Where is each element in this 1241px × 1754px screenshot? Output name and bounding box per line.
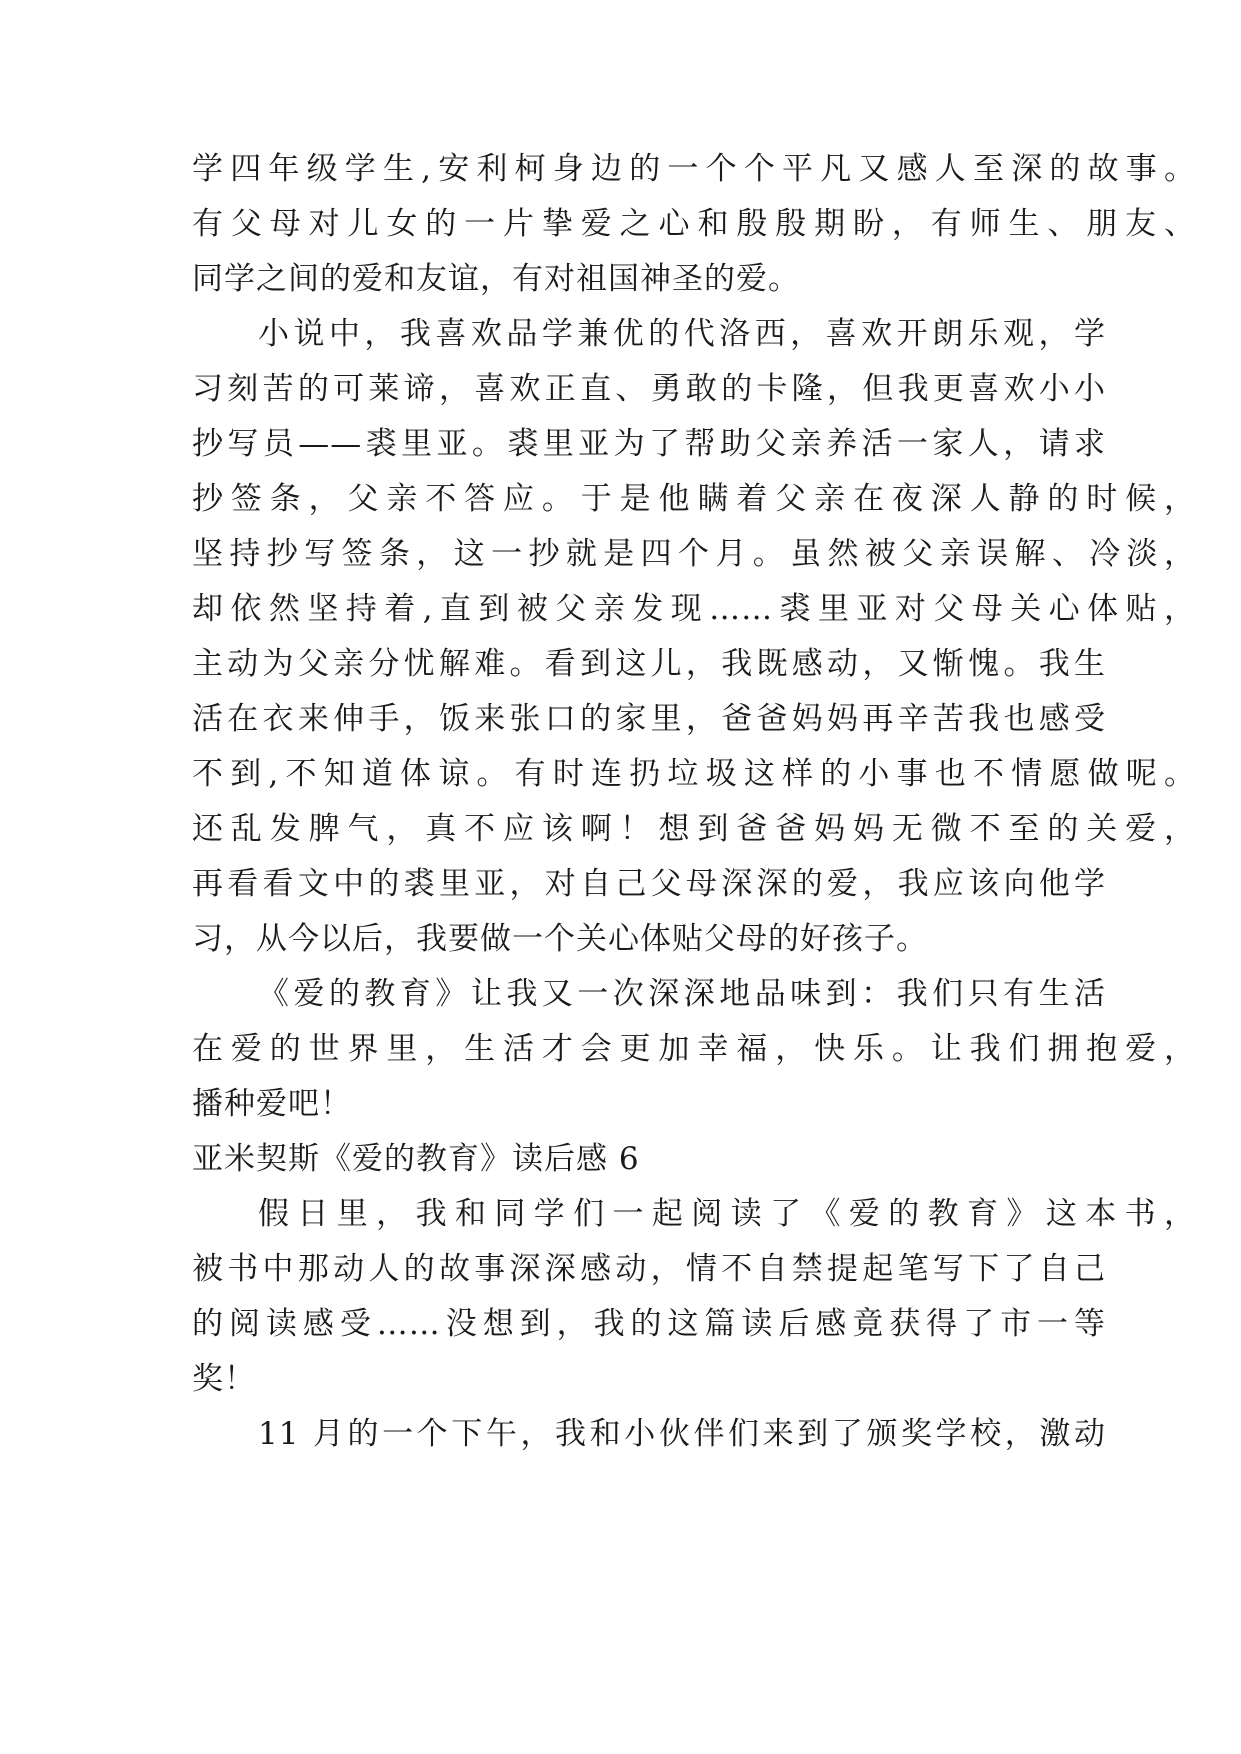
text-line: 有父母对儿女的一片挚爱之心和殷殷期盼，有师生、朋友、 [192,206,1196,242]
text-line: 活在衣来伸手，饭来张口的家里，爸爸妈妈再辛苦我也感受 [192,701,1106,737]
text-line: 主动为父亲分忧解难。看到这儿，我既感动，又惭愧。我生 [192,646,1106,682]
text-line: 在爱的世界里，生活才会更加幸福，快乐。让我们拥抱爱， [192,1031,1196,1067]
text-line: 却依然坚持着,直到被父亲发现……裘里亚对父母关心体贴， [192,591,1196,627]
text-line: 同学之间的爱和友谊，有对祖国神圣的爱。 [192,261,800,297]
paragraph-first-line: 11 月的一个下午，我和小伙伴们来到了颁奖学校，激动 [258,1416,1106,1452]
text-line: 播种爱吧！ [192,1086,352,1122]
text-line: 的阅读感受……没想到，我的这篇读后感竟获得了市一等 [192,1306,1106,1342]
text-line: 还乱发脾气，真不应该啊！想到爸爸妈妈无微不至的关爱， [192,811,1196,847]
text-line: 再看看文中的裘里亚，对自己父母深深的爱，我应该向他学 [192,866,1106,902]
text-line: 坚持抄写签条，这一抄就是四个月。虽然被父亲误解、冷淡， [192,536,1196,572]
text-line: 不到,不知道体谅。有时连扔垃圾这样的小事也不情愿做呢。 [192,756,1196,792]
paragraph-first-line: 假日里，我和同学们一起阅读了《爱的教育》这本书， [258,1196,1196,1232]
text-line: 奖！ [192,1361,256,1397]
paragraph-first-line: 小说中，我喜欢品学兼优的代洛西，喜欢开朗乐观，学 [258,316,1106,352]
text-line: 抄签条，父亲不答应。于是他瞒着父亲在夜深人静的时候， [192,481,1196,517]
text-line: 学四年级学生,安利柯身边的一个个平凡又感人至深的故事。 [192,151,1196,187]
text-line: 习，从今以后，我要做一个关心体贴父母的好孩子。 [192,921,928,957]
text-line: 被书中那动人的故事深深感动，情不自禁提起笔写下了自己 [192,1251,1106,1287]
text-line: 抄写员——裘里亚。裘里亚为了帮助父亲养活一家人，请求 [192,426,1106,462]
text-line: 习刻苦的可莱谛，喜欢正直、勇敢的卡隆，但我更喜欢小小 [192,371,1106,407]
section-heading: 亚米契斯《爱的教育》读后感 6 [192,1141,640,1177]
paragraph-first-line: 《爱的教育》让我又一次深深地品味到：我们只有生活 [258,976,1106,1012]
